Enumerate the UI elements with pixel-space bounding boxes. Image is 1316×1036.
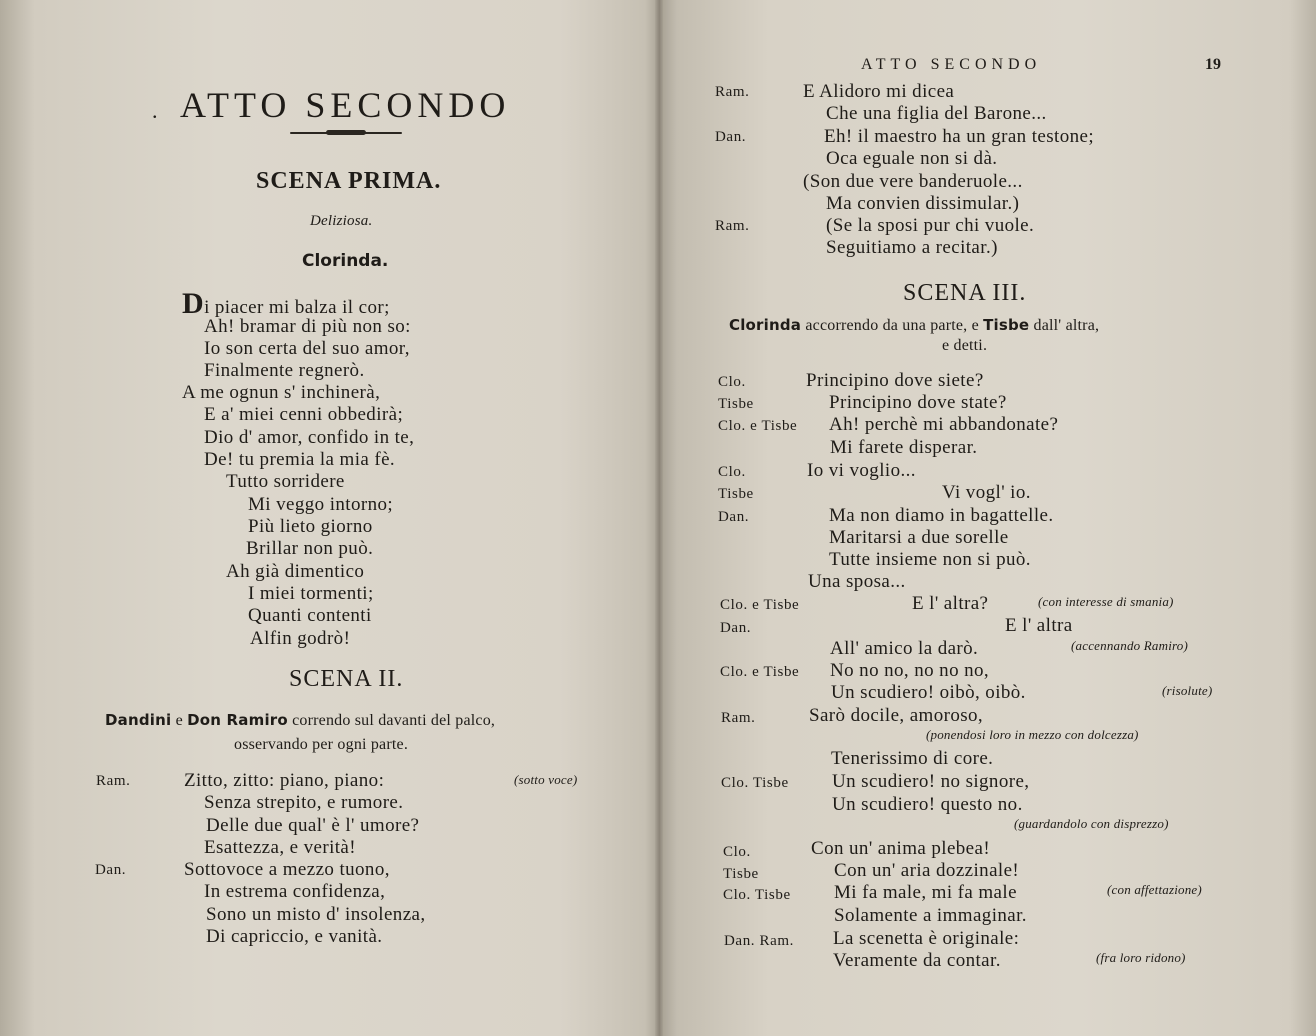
speaker-label: Clo. Tisbe xyxy=(723,887,791,903)
aria-line: Io son certa del suo amor, xyxy=(204,338,410,359)
verse-line: Senza strepito, e rumore. xyxy=(204,792,404,813)
conjunction: e xyxy=(175,712,183,729)
speaker-label: Ram. xyxy=(715,84,750,100)
page-number: 19 xyxy=(1205,56,1221,73)
speaker-label: Clo. e Tisbe xyxy=(718,418,798,434)
verse-line: Tenerissimo di core. xyxy=(831,748,994,769)
verse-line: Che una figlia del Barone... xyxy=(826,103,1047,124)
stage-text: accorrendo da una parte, e xyxy=(805,317,979,334)
verse-line: Zitto, zitto: piano, piano: xyxy=(184,770,385,791)
book-gutter xyxy=(655,0,663,1036)
verse-line: Eh! il maestro ha un gran testone; xyxy=(824,126,1095,147)
verse-line: Vi vogl' io. xyxy=(942,482,1031,503)
verse-line: Sottovoce a mezzo tuono, xyxy=(184,859,390,880)
speaker-label: Dan. xyxy=(95,862,127,878)
aria-line: Mi veggo intorno; xyxy=(248,494,394,515)
verse-line: (Son due vere banderuole... xyxy=(803,171,1023,192)
verse-line: (Se la sposi pur chi vuole. xyxy=(826,215,1035,236)
verse-line: Solamente a immaginar. xyxy=(834,905,1027,926)
verse-line: Un scudiero! no signore, xyxy=(832,771,1030,792)
verse-line: Principino dove siete? xyxy=(806,370,984,391)
speaker-label: Ram. xyxy=(721,710,756,726)
stray-dot: . xyxy=(152,98,158,123)
scene-3-stage-direction xyxy=(729,316,1099,335)
speaker-label: Clo. e Tisbe xyxy=(720,597,800,613)
speaker-label: Clo. xyxy=(723,844,751,860)
verse-line: La scenetta è originale: xyxy=(833,928,1020,949)
stage-text: correndo sul davanti del palco, xyxy=(292,712,496,729)
verse-line: Tutte insieme non si può. xyxy=(829,549,1031,570)
scene-1-character: Clorinda. xyxy=(302,251,389,271)
speaker-label: Dan. xyxy=(720,620,752,636)
verse-line: E Alidoro mi dicea xyxy=(803,81,955,102)
aria-line: A me ognun s' inchinerà, xyxy=(182,382,381,403)
scene-2-stage-direction xyxy=(105,711,495,730)
stage-direction: (con interesse di smania) xyxy=(1038,594,1174,609)
verse-line: E l' altra? xyxy=(912,593,989,614)
verse-line: Esattezza, e verità! xyxy=(204,837,356,858)
scene-1-setting: Deliziosa. xyxy=(310,213,373,229)
verse-line: Veramente da contar. xyxy=(833,950,1001,971)
verse-line: Io vi voglio... xyxy=(807,460,916,481)
aria-line: Alfin godrò! xyxy=(250,628,351,649)
stage-direction: (sotto voce) xyxy=(514,772,578,787)
aria-line: De! tu premia la mia fè. xyxy=(204,449,396,470)
speaker-label: Dan. Ram. xyxy=(724,933,794,949)
verse-line: Con un' anima plebea! xyxy=(811,838,991,859)
character-name: Dandini xyxy=(105,711,172,729)
act-title: ATTO SECONDO xyxy=(180,85,511,125)
verse-line: Seguitiamo a recitar.) xyxy=(826,237,998,258)
speaker-label: Tisbe xyxy=(723,866,759,882)
aria-line: I miei tormenti; xyxy=(248,583,374,604)
verse-line: Di capriccio, e vanità. xyxy=(206,926,383,947)
verse-line: Ma convien dissimular.) xyxy=(826,193,1020,214)
right-page xyxy=(659,0,1316,1036)
verse-line: In estrema confidenza, xyxy=(204,881,386,902)
stage-direction: (ponendosi loro in mezzo con dolcezza) xyxy=(926,727,1139,742)
aria-line: E a' miei cenni obbedirà; xyxy=(204,404,404,425)
verse-line: Sono un misto d' insolenza, xyxy=(206,904,426,925)
verse-line: Oca eguale non si dà. xyxy=(826,148,998,169)
aria-line: Più lieto giorno xyxy=(248,516,373,537)
stage-direction: (guardandolo con disprezzo) xyxy=(1014,816,1169,831)
verse-line: E l' altra xyxy=(1005,615,1073,636)
scene-3-stage-direction-line-2: e detti. xyxy=(942,337,988,354)
title-rule-swell xyxy=(326,130,366,135)
aria-line: Quanti contenti xyxy=(248,605,372,626)
scene-3-title: SCENA III. xyxy=(903,280,1027,306)
speaker-label: Tisbe xyxy=(718,486,754,502)
aria-line: Finalmente regnerò. xyxy=(204,360,365,381)
stage-direction: (risolute) xyxy=(1162,683,1213,698)
aria-line: Brillar non può. xyxy=(246,538,374,559)
verse-line: Ma non diamo in bagattelle. xyxy=(829,505,1054,526)
verse-line: Sarò docile, amoroso, xyxy=(809,705,984,726)
stage-text: dall' altra, xyxy=(1033,317,1100,334)
stage-direction: (accennando Ramiro) xyxy=(1071,638,1189,653)
speaker-label: Dan. xyxy=(718,509,750,525)
verse-line: Un scudiero! oibò, oibò. xyxy=(831,682,1026,703)
verse-line: All' amico la darò. xyxy=(830,638,979,659)
scene-1-title: SCENA PRIMA. xyxy=(256,168,442,194)
aria-line: Ah! bramar di più non so: xyxy=(204,316,411,337)
verse-line: Delle due qual' è l' umore? xyxy=(206,815,420,836)
drop-cap: D xyxy=(182,287,205,320)
verse-line: Maritarsi a due sorelle xyxy=(829,527,1009,548)
speaker-label: Clo. e Tisbe xyxy=(720,664,800,680)
scene-2-stage-direction-line-2: osservando per ogni parte. xyxy=(234,736,409,753)
speaker-label: Clo. Tisbe xyxy=(721,775,789,791)
running-head: ATTO SECONDO xyxy=(861,56,1042,73)
aria-line-1-text: i piacer mi balza il cor; xyxy=(204,297,390,318)
character-name: Don Ramiro xyxy=(187,711,288,729)
speaker-label: Ram. xyxy=(96,773,131,789)
aria-line: Dio d' amor, confido in te, xyxy=(204,427,415,448)
scene-2-title: SCENA II. xyxy=(289,666,404,692)
aria-line: Ah già dimentico xyxy=(226,561,365,582)
verse-line: Mi farete disperar. xyxy=(830,437,978,458)
verse-line: No no no, no no no, xyxy=(830,660,990,681)
stage-direction: (fra loro ridono) xyxy=(1096,950,1186,965)
speaker-label: Clo. xyxy=(718,374,746,390)
verse-line: Mi fa male, mi fa male xyxy=(834,882,1017,903)
verse-line: Con un' aria dozzinale! xyxy=(834,860,1020,881)
character-name: Clorinda xyxy=(729,316,802,334)
stage-direction: (con affettazione) xyxy=(1107,882,1202,897)
verse-line: Un scudiero! questo no. xyxy=(832,794,1023,815)
speaker-label: Ram. xyxy=(715,218,750,234)
verse-line: Principino dove state? xyxy=(829,392,1007,413)
speaker-label: Dan. xyxy=(715,129,747,145)
verse-line: Ah! perchè mi abbandonate? xyxy=(829,414,1059,435)
speaker-label: Tisbe xyxy=(718,396,754,412)
speaker-label: Clo. xyxy=(718,464,746,480)
verse-line: Una sposa... xyxy=(808,571,906,592)
character-name: Tisbe xyxy=(983,316,1030,334)
aria-line: Tutto sorridere xyxy=(226,471,345,492)
